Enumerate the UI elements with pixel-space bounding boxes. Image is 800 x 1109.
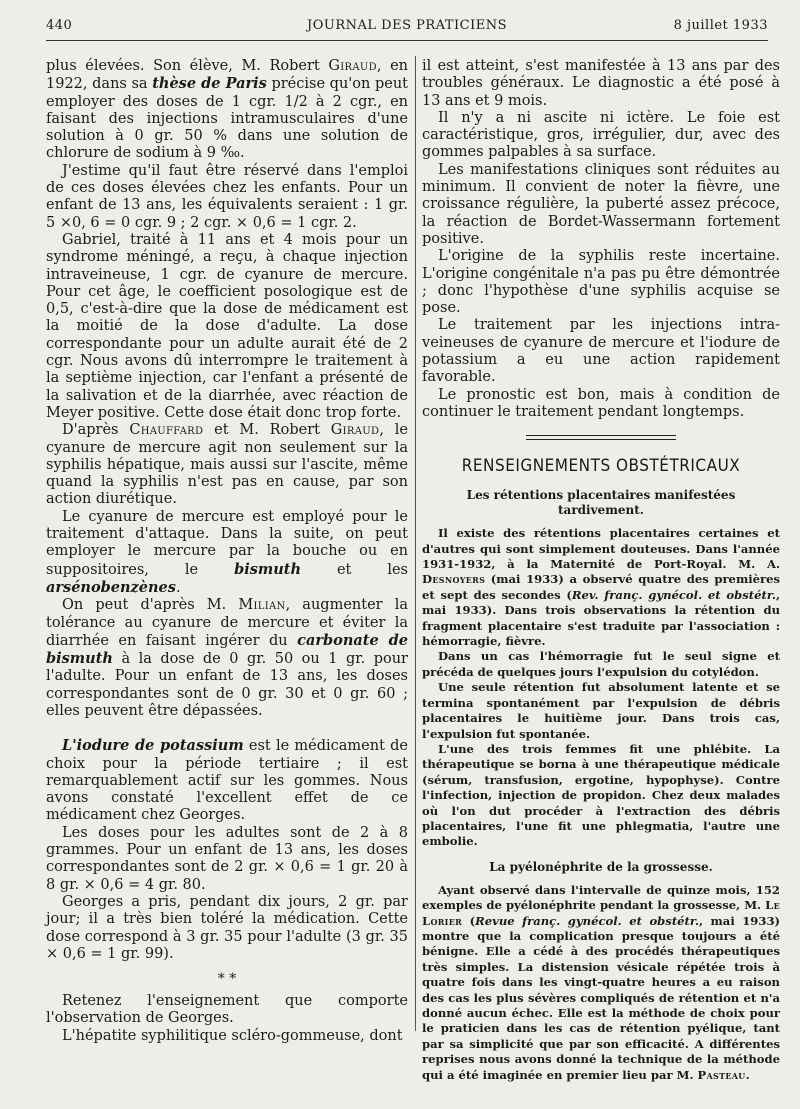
paragraph: L'iodure de potassium est le médicament de choix pour la période tertiaire ; il est remarquablement actif sur les gommes. Nous avons constaté l'excellent effet de ce médicament chez Georges. (46, 737, 408, 824)
paragraph: il est atteint, s'est manifestée à 13 ans par des troubles généraux. Le diagnostic a été posé à 13 ans et 9 mois. (422, 58, 780, 109)
author-name: Milian (238, 597, 286, 614)
paragraph: plus élevées. Son élève, M. Robert Giraud, en 1922, dans sa thèse de Paris précise qu'on peut employer des doses de 1 cgr. 1/2 à 2 cgr., en faisant des injections intramusculaires d'une solution à 0 gr. 50 % dans une solution de chlorure de sodium à 9 ‰. (46, 58, 409, 162)
paragraph: L'hépatite syphilitique scléro-gommeuse, dont (62, 1027, 403, 1044)
paragraph: J'estime qu'il faut être réservé dans l'emploi de ces doses élevées chez les enfants. Pour un enfant de 13 ans, les équivalents seraient : 1 gr. 5 ×0, 6 = 0 cgr. 9 ; 2 cgr. × 0,6 = 1 cgr. 2. (46, 162, 408, 231)
author-name: Desnoyers (422, 572, 486, 587)
paragraph: D'après Chauffard et M. Robert Giraud, le cyanure de mercure agit non seulement sur la syphilis hépatique, mais aussi sur l'ascite, même quand la syphilis n'est pas en cause, par son action diurétique. (46, 422, 408, 508)
paragraph: Gabriel, traité à 11 ans et 4 mois pour un syndrome méningé, a reçu, à chaque injection intraveineuse, 1 cgr. de cyanure de mercure. Pour cet âge, le coefficient posologique est de 0,5, c'est-à-dire que la dose de médicament est la moitié de la dose d'adulte. La dose correspondante pour un adulte aurait été de 2 cgr. Nous avons dû interrompre le traitement à la septième injection, car l'enfant a présenté de la salivation et de la diarrhée, avec réaction de Meyer positive. Cette dose était donc trop forte. (46, 231, 408, 421)
paragraph: On peut d'après M. Milian, augmenter la tolérance au cyanure de mercure et éviter la diarrhée en faisant ingérer du carbonate de bismuth à la dose de 0 gr. 50 ou 1 gr. pour l'adulte. Pour un enfant de 13 ans, les doses correspondantes sont de 0 gr. 30 et 0 gr. 60 ; elles peuvent être dépassées. (46, 597, 408, 719)
paragraph: Retenez l'enseignement que comporte l'observation de Georges. (46, 993, 408, 1027)
journal-title: JOURNAL DES PRATICIENS (307, 18, 507, 33)
drug-name: arsénobenzènes (46, 578, 176, 596)
article-title: Les rétentions placentaires manifestées tardivement. (466, 488, 736, 518)
paragraph: Le traitement par les injections intra-veineuses de cyanure de mercure et l'iodure de potassium a eu une action rapidement favorable. (422, 317, 780, 386)
left-column (46, 58, 408, 1045)
paragraph: L'une des trois femmes fit une phlébite. La thérapeutique se borna à une thérapeutique médicale (sérum, transfusion, ergotine, hypophyse). Contre l'infection, injection de propidon. Chez deux malades où l'on dut procéder à l'extraction des débris placentaires, l'une fit une phlegmatia, l'autre une embolie. (422, 741, 780, 849)
author-name: Chauffard (129, 422, 204, 439)
author-name: Giraud (330, 422, 380, 439)
section-title: RENSEIGNEMENTS OBSTÉTRICAUX (461, 456, 741, 477)
paragraph: Une seule rétention fut absolument latente et se termina spontanément par l'expulsion de débris placentaires le huitième jour. Dans trois cas, l'expulsion fut spontanée. (422, 680, 780, 741)
paragraph-gap (46, 720, 408, 737)
section-rule (526, 435, 676, 440)
column-divider (415, 56, 416, 1031)
asterism: * * (217, 971, 237, 988)
paragraph: Ayant observé dans l'intervalle de quinze mois, 152 exemples de pyélonéphrite pendant la grossesse, M. Le Lorier (Revue franç. gynécol. et obstétr., mai 1933) montre que la complication presque toujours a été bénigne. Elle a cédé à des procédés thérapeutiques très simples. La distension vésicale répétée trois à quatre fois dans les vingt-quatre heures a eu raison des cas les plus sévères compliqués de rétention et n'a donné aucun échec. Elle est la méthode de choix pour le praticien dans les cas de rétention pyélique, tant par sa simplicité que par son efficacité. A différentes reprises nous avons donné la technique de la méthode qui a été imaginée en premier lieu par M. Pasteau. (422, 882, 780, 1082)
drug-name: carbonate de bismuth (46, 631, 408, 668)
paragraph: Dans un cas l'hémorragie fut le seul signe et précéda de quelques jours l'expulsion du cotylédon. (422, 649, 780, 679)
author-name: Giraud (328, 58, 377, 74)
drug-name: bismuth (234, 560, 301, 578)
journal-citation: Revue franç. gynécol. et obstétr. (475, 913, 699, 928)
paragraph: Le cyanure de mercure est employé pour le traitement d'attaque. Dans la suite, on peut employer le mercure par la bouche ou en suppositoires, le bismuth et les arsénobenzènes. (46, 508, 408, 596)
running-head (46, 18, 768, 38)
right-column (422, 58, 780, 1083)
paragraph: Il existe des rétentions placentaires certaines et d'autres qui sont simplement douteuses. Dans l'année 1931-1932, à la Maternité de Port-Royal. M. A. Desnoyers (mai 1933) a observé quatre des premières et sept des secondes (Rev. franç. gynécol. et obstétr., mai 1933). Dans trois observations la rétention du fragment placentaire s'est traduite par l'association : hémorragie, fièvre. (422, 526, 780, 649)
author-name: Le Lorier (422, 898, 780, 928)
paragraph: Il n'y a ni ascite ni ictère. Le foie est caractéristique, gros, irrégulier, dur, avec des gommes palpables à sa surface. (422, 109, 780, 161)
paragraph: Les doses pour les adultes sont de 2 à 8 grammes. Pour un enfant de 13 ans, les doses correspondantes sont de 2 gr. × 0,6 = 1 gr. 20 à 8 gr. × 0,6 = 4 gr. 80. (46, 824, 408, 893)
drug-name: L'iodure de potassium (62, 737, 244, 755)
issue-date: 8 juillet 1933 (673, 18, 768, 33)
page-number: 440 (46, 18, 73, 33)
paragraph: Georges a pris, pendant dix jours, 2 gr. par jour; il a très bien toléré la médication. Cette dose correspond à 3 gr. 35 pour l'adulte (3 gr. 35 × 0,6 = 1 gr. 99). (46, 893, 408, 962)
author-name: Pasteau (697, 1067, 746, 1082)
thesis-title: thèse de Paris (152, 75, 267, 93)
journal-citation: Rev. franç. gynécol. et obstétr. (571, 587, 776, 602)
paragraph: L'origine de la syphilis reste incertaine. L'origine congénitale n'a pas pu être démontrée ; donc l'hypothèse d'une syphilis acquise se pose. (422, 248, 780, 317)
paragraph: Le pronostic est bon, mais à condition de continuer le traitement pendant longtemps. (422, 386, 780, 420)
article-title: La pyélonéphrite de la grossesse. (489, 859, 713, 874)
header-rule (46, 40, 768, 41)
paragraph: Les manifestations cliniques sont réduites au minimum. Il convient de noter la fièvre, une croissance régulière, la puberté assez précoce, la réaction de Bordet-Wassermann fortement positive. (422, 161, 780, 247)
